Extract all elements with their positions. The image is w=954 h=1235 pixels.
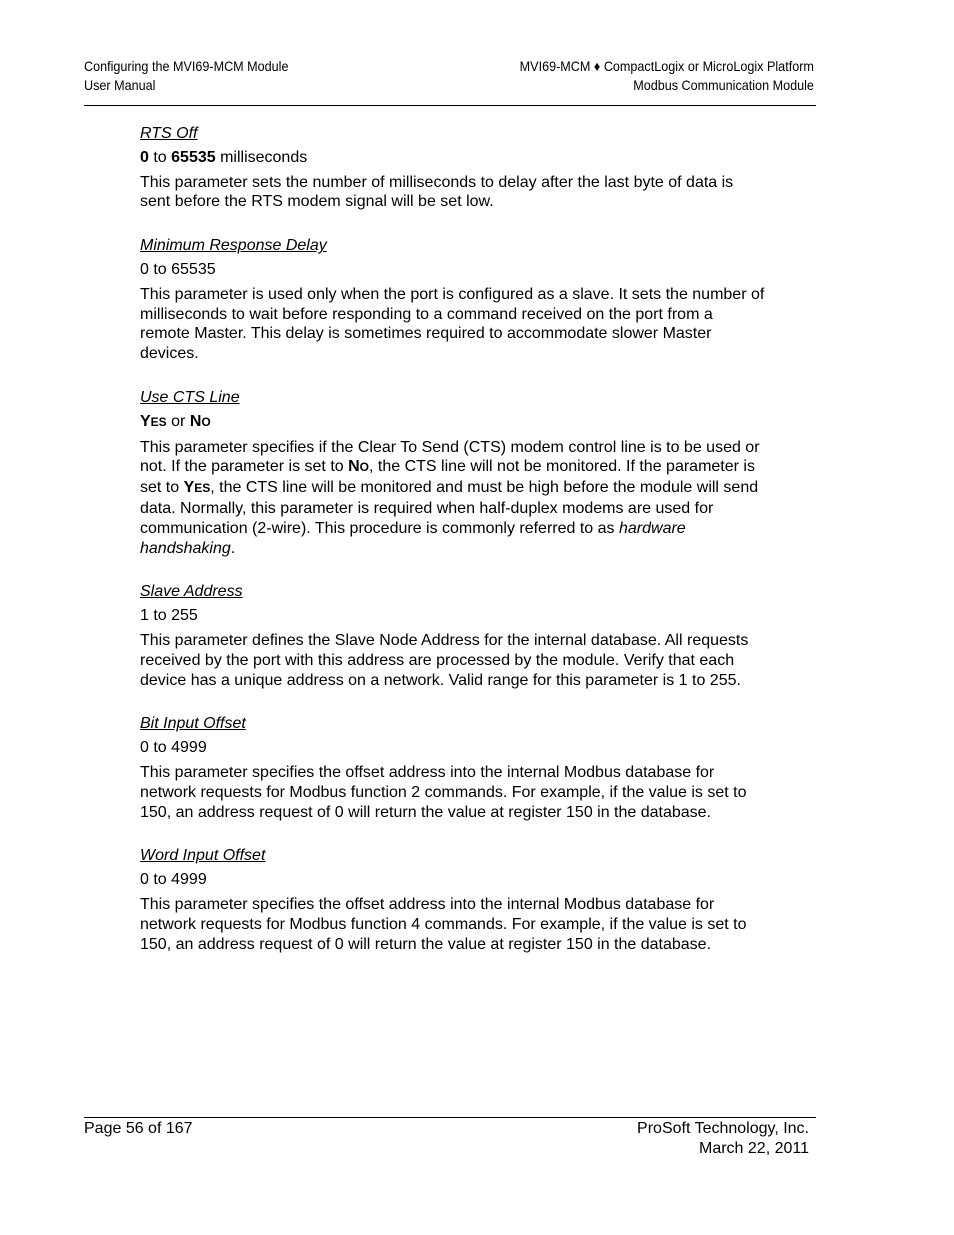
param-title: Word Input Offset	[140, 847, 266, 865]
footer-right	[637, 1119, 809, 1159]
param-bit-input-offset	[140, 714, 765, 822]
document-body	[140, 124, 765, 978]
range-min: 0	[140, 148, 149, 166]
param-range: 0 to 65535	[140, 260, 216, 278]
emphasis-term: hardware handshaking	[140, 519, 686, 557]
publication-date: March 22, 2011	[699, 1140, 809, 1157]
range-max: 65535	[171, 148, 216, 166]
param-title: Use CTS Line	[140, 388, 240, 406]
company-name: ProSoft Technology, Inc.	[637, 1120, 809, 1137]
param-title: RTS Off	[140, 125, 198, 142]
param-minimum-response-delay	[140, 236, 765, 364]
param-slave-address	[140, 582, 765, 690]
param-title: Minimum Response Delay	[140, 237, 327, 255]
footer-divider	[84, 1117, 816, 1118]
param-range: 1 to 255	[140, 607, 198, 625]
param-title: Bit Input Offset	[140, 715, 246, 733]
option-no: NO	[189, 412, 211, 430]
inline-option-no: NO	[348, 458, 370, 476]
param-description: This parameter specifies if the Clear To Send (CTS) modem control line is to be used or not. If the parameter is set to NO, the CTS line will not be monitored. If the parameter is set to YES, the CTS line will be monitored and must be high before the module will send data. Normally, this parameter is required when half-duplex modems are used for communication (2-wire). This procedure is commonly referred to as hardware handshaking.	[140, 438, 760, 557]
param-range: 0 to 4999	[140, 871, 207, 889]
range-unit: milliseconds	[215, 148, 308, 166]
param-description: This parameter specifies the offset address into the internal Modbus database for network requests for Modbus function 2 commands. For example, if the value is set to 150, an address request of 0 will return the value at register 150 in the database.	[140, 763, 747, 821]
param-rts-off	[140, 124, 765, 212]
param-description: This parameter specifies the offset address into the internal Modbus database for network requests for Modbus function 4 commands. For example, if the value is set to 150, an address request of 0 will return the value at register 150 in the database.	[140, 895, 747, 953]
param-word-input-offset	[140, 846, 765, 954]
param-description: This parameter defines the Slave Node Address for the internal database. All requests received by the port with this address are processed by the module. Verify that each device has a unique address on a network. Valid range for this parameter is 1 to 255.	[140, 631, 749, 689]
param-range	[140, 148, 765, 168]
header-right	[520, 57, 814, 95]
inline-option-yes: YES	[183, 479, 211, 497]
header-divider	[84, 105, 816, 106]
param-description: This parameter sets the number of milliseconds to delay after the last byte of data is sent before the RTS modem signal will be set low.	[140, 173, 734, 211]
header-product-title: MVI69-MCM ♦ CompactLogix or MicroLogix Platform	[519, 58, 814, 74]
param-use-cts-line	[140, 388, 765, 558]
param-description: This parameter is used only when the port is configured as a slave. It sets the number of milliseconds to wait before responding to a command received on the port from a remote Master. This delay is sometimes required to accommodate slower Master devices.	[140, 285, 765, 363]
header-product-subtitle: Modbus Communication Module	[633, 77, 814, 93]
param-title: Slave Address	[140, 583, 243, 601]
option-yes: YES	[140, 412, 167, 430]
page-header	[84, 57, 814, 97]
range-to: to	[148, 148, 172, 166]
header-left	[84, 57, 288, 95]
param-range: 0 to 4999	[140, 739, 207, 757]
page-number: Page 56 of 167	[84, 1120, 193, 1137]
header-manual-type: User Manual	[84, 77, 156, 93]
header-manual-section: Configuring the MVI69-MCM Module	[84, 58, 289, 74]
option-separator: or	[166, 412, 190, 430]
param-range	[140, 412, 765, 433]
